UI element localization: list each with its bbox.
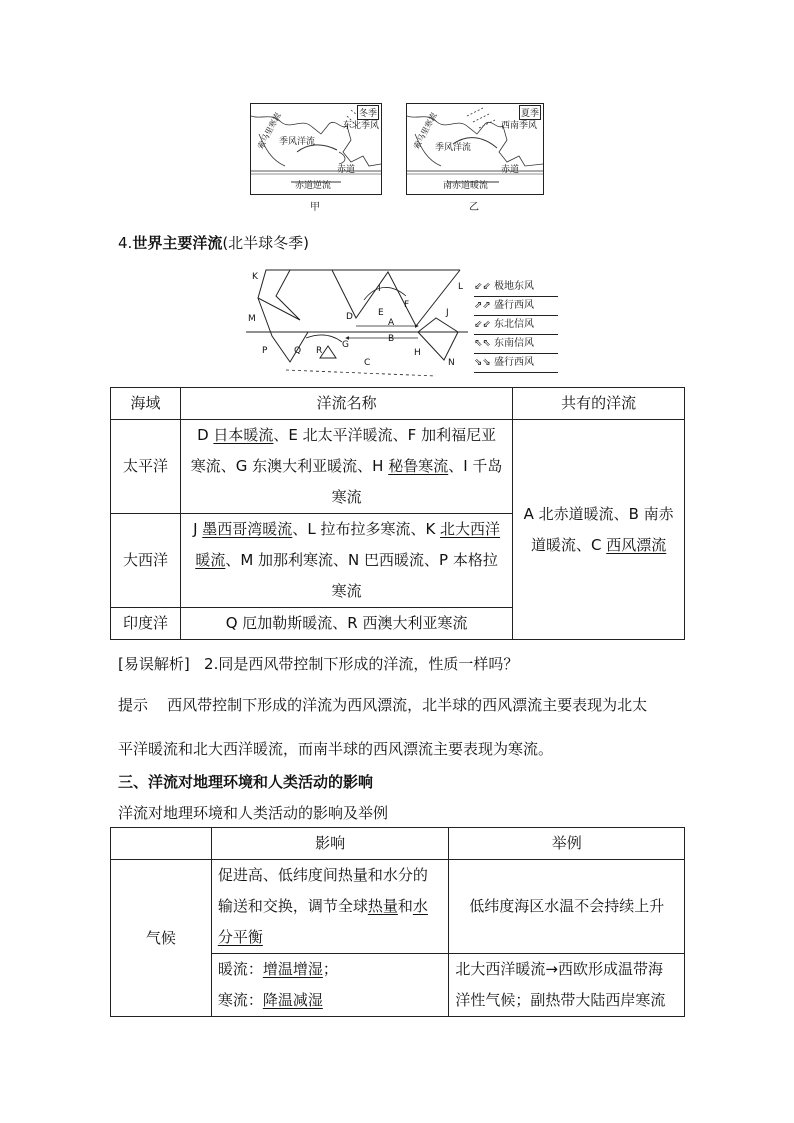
summer-season-label: 夏季 [519, 105, 541, 120]
legend-item-se-trades [474, 335, 558, 354]
row-label-climate: 气候 [111, 860, 212, 1017]
winter-caption: 甲 [310, 202, 320, 213]
analysis-tip-line2: 平洋暖流和北大西洋暖流，而南半球的西风漂流主要表现为寒流。 [118, 740, 554, 758]
text: 、E 北太平洋暖流、F 加利福尼亚 [273, 426, 497, 444]
legend-item-westerlies-south [474, 354, 558, 373]
table-row-climate-1 [111, 860, 685, 954]
map-letter-p: P [262, 346, 268, 356]
text: 促进高、低纬度间热量和水分的 [217, 866, 428, 884]
arrow-se-icon: ⇘⇘ [474, 357, 491, 368]
world-map-drawing [246, 266, 468, 378]
section4-heading-num: 4. [118, 234, 133, 252]
impact-table [110, 827, 685, 1017]
world-currents-map [246, 266, 468, 378]
text: 寒流 [331, 582, 362, 600]
header-shared-currents: 共有的洋流 [513, 388, 685, 420]
map-letter-r: R [316, 346, 323, 356]
example-cell-1: 低纬度海区水温不会持续上升 [449, 860, 685, 954]
underlined-answer: 降温减湿 [262, 991, 323, 1009]
summer-label-equator: 赤道 [501, 165, 520, 175]
example-cell-2 [449, 954, 685, 1017]
summer-label-south-equatorial: 南赤道暖流 [443, 181, 489, 191]
analysis-tip-line1 [118, 694, 647, 715]
arrow-ne-icon: ⇗⇗ [474, 300, 491, 311]
map-letter-j: J [446, 308, 449, 318]
legend-label: 盛行西风 [493, 357, 534, 368]
map-letter-m: M [248, 314, 256, 324]
section4-heading-bold: 世界主要洋流 [132, 234, 223, 252]
table-row-pacific [111, 420, 685, 514]
summer-label-monsoon-current: 季风洋流 [435, 143, 472, 153]
legend-item-polar-easterlies [474, 278, 558, 297]
text: 、M 加那利寒流、N 巴西暖流、P 本格拉 [225, 551, 498, 569]
legend-label: 盛行西风 [493, 300, 534, 311]
underlined-answer: 北大西洋 [440, 520, 501, 538]
map-letter-e: E [378, 308, 384, 318]
atlantic-currents [180, 514, 512, 608]
legend-label: 东南信风 [493, 338, 534, 349]
underlined-answer: 墨西哥湾暖流 [202, 520, 293, 538]
ocean-name-pacific: 太平洋 [111, 420, 181, 514]
text: 、I 千岛 [448, 457, 503, 475]
analysis-question [118, 653, 518, 674]
map-letter-d: D [346, 312, 353, 322]
winter-label-monsoon-current: 季风洋流 [279, 137, 316, 147]
text: 北大西洋暖流→西欧形成温带海 [455, 960, 663, 978]
ocean-currents-table [110, 387, 685, 640]
map-letter-f: F [404, 300, 410, 310]
text: 暖流： [217, 960, 263, 978]
analysis-tag: [易误解析] [118, 655, 190, 673]
legend-label: 极地东风 [493, 281, 534, 292]
map-letter-a: A [388, 318, 395, 328]
header-empty [111, 828, 212, 860]
text: 和 [397, 897, 413, 915]
text: 寒流 [331, 488, 362, 506]
section4-heading-note: (北半球冬季) [222, 234, 310, 252]
text: A 北赤道暖流、B 南赤 [523, 504, 674, 523]
text: 、L 拉布拉多寒流、K [292, 520, 441, 538]
map-letter-g: G [342, 340, 349, 350]
underlined-answer: 秘鲁寒流 [388, 457, 449, 475]
legend-item-ne-trades [474, 316, 558, 335]
winter-label-somali: 索马里寒流 [255, 111, 283, 151]
map-letter-k: K [252, 272, 258, 282]
impact-cell-2 [211, 954, 449, 1017]
map-letter-l: L [458, 282, 464, 292]
underlined-answer: 水 [412, 897, 428, 915]
text: J [193, 520, 203, 538]
text: ； [322, 960, 338, 978]
header-current-names: 洋流名称 [180, 388, 512, 420]
winter-label-equator: 赤道 [337, 165, 356, 175]
text: 寒流、G 东澳大利亚暖流、H [190, 457, 389, 475]
winter-label-countercurrent: 赤道逆流 [295, 181, 332, 191]
header-impact: 影响 [211, 828, 449, 860]
winter-label-monsoon: 东北季风 [343, 121, 380, 131]
underlined-answer: 分平衡 [217, 928, 263, 946]
section4-heading [118, 232, 309, 253]
table-header-row [111, 388, 685, 420]
analysis-question-text: 2.同是西风带控制下形成的洋流，性质一样吗？ [204, 655, 519, 673]
text: 道暖流、C [531, 535, 607, 554]
impact-cell-1 [211, 860, 449, 954]
map-letter-n: N [448, 358, 455, 368]
underlined-answer: 增温增湿 [262, 960, 323, 978]
ocean-name-atlantic: 大西洋 [111, 514, 181, 608]
section3-heading: 三、洋流对地理环境和人类活动的影响 [118, 773, 374, 791]
arrow-sw-icon: ⇙⇙ [474, 281, 491, 292]
shared-currents-cell [513, 420, 685, 640]
header-ocean: 海域 [111, 388, 181, 420]
map-letter-q: Q [294, 346, 302, 356]
winter-season-label: 冬季 [357, 105, 379, 120]
figure-summer-map [406, 103, 544, 195]
text: 洋性气候；副热带大陆西岸寒流 [455, 991, 666, 1009]
indian-currents: Q 厄加勒斯暖流、R 西澳大利亚寒流 [180, 608, 512, 640]
table-header-row [111, 828, 685, 860]
arrow-sw-icon: ⇙⇙ [474, 319, 491, 330]
text: 输送和交换，调节全球 [217, 897, 368, 915]
pacific-currents [180, 420, 512, 514]
underlined-answer: 日本暖流 [213, 426, 274, 444]
summer-caption: 乙 [469, 202, 479, 213]
underlined-answer: 西风漂流 [606, 535, 667, 554]
header-example: 举例 [449, 828, 685, 860]
wind-legend [474, 278, 558, 373]
underlined-answer: 暖流 [195, 551, 226, 569]
map-letter-b: B [388, 334, 395, 344]
legend-item-westerlies-north [474, 297, 558, 316]
ocean-name-indian: 印度洋 [111, 608, 181, 640]
underlined-answer: 热量 [367, 897, 398, 915]
tip-text: 西风带控制下形成的洋流为西风漂流，北半球的西风漂流主要表现为北太 [167, 696, 648, 714]
map-letter-c: C [364, 358, 371, 368]
tip-label: 提示 [118, 696, 149, 714]
map-letter-i: I [378, 284, 381, 294]
arrow-nw-icon: ⇖⇖ [474, 338, 491, 349]
summer-label-monsoon: 西南季风 [501, 121, 538, 131]
section3-subtitle: 洋流对地理环境和人类活动的影响及举例 [118, 804, 389, 822]
figure-winter-map [250, 103, 382, 195]
legend-label: 东北信风 [493, 319, 534, 330]
summer-label-somali: 索马里寒流 [411, 111, 439, 151]
text: D [197, 426, 214, 444]
text: 寒流： [217, 991, 263, 1009]
map-letter-h: H [414, 348, 421, 358]
